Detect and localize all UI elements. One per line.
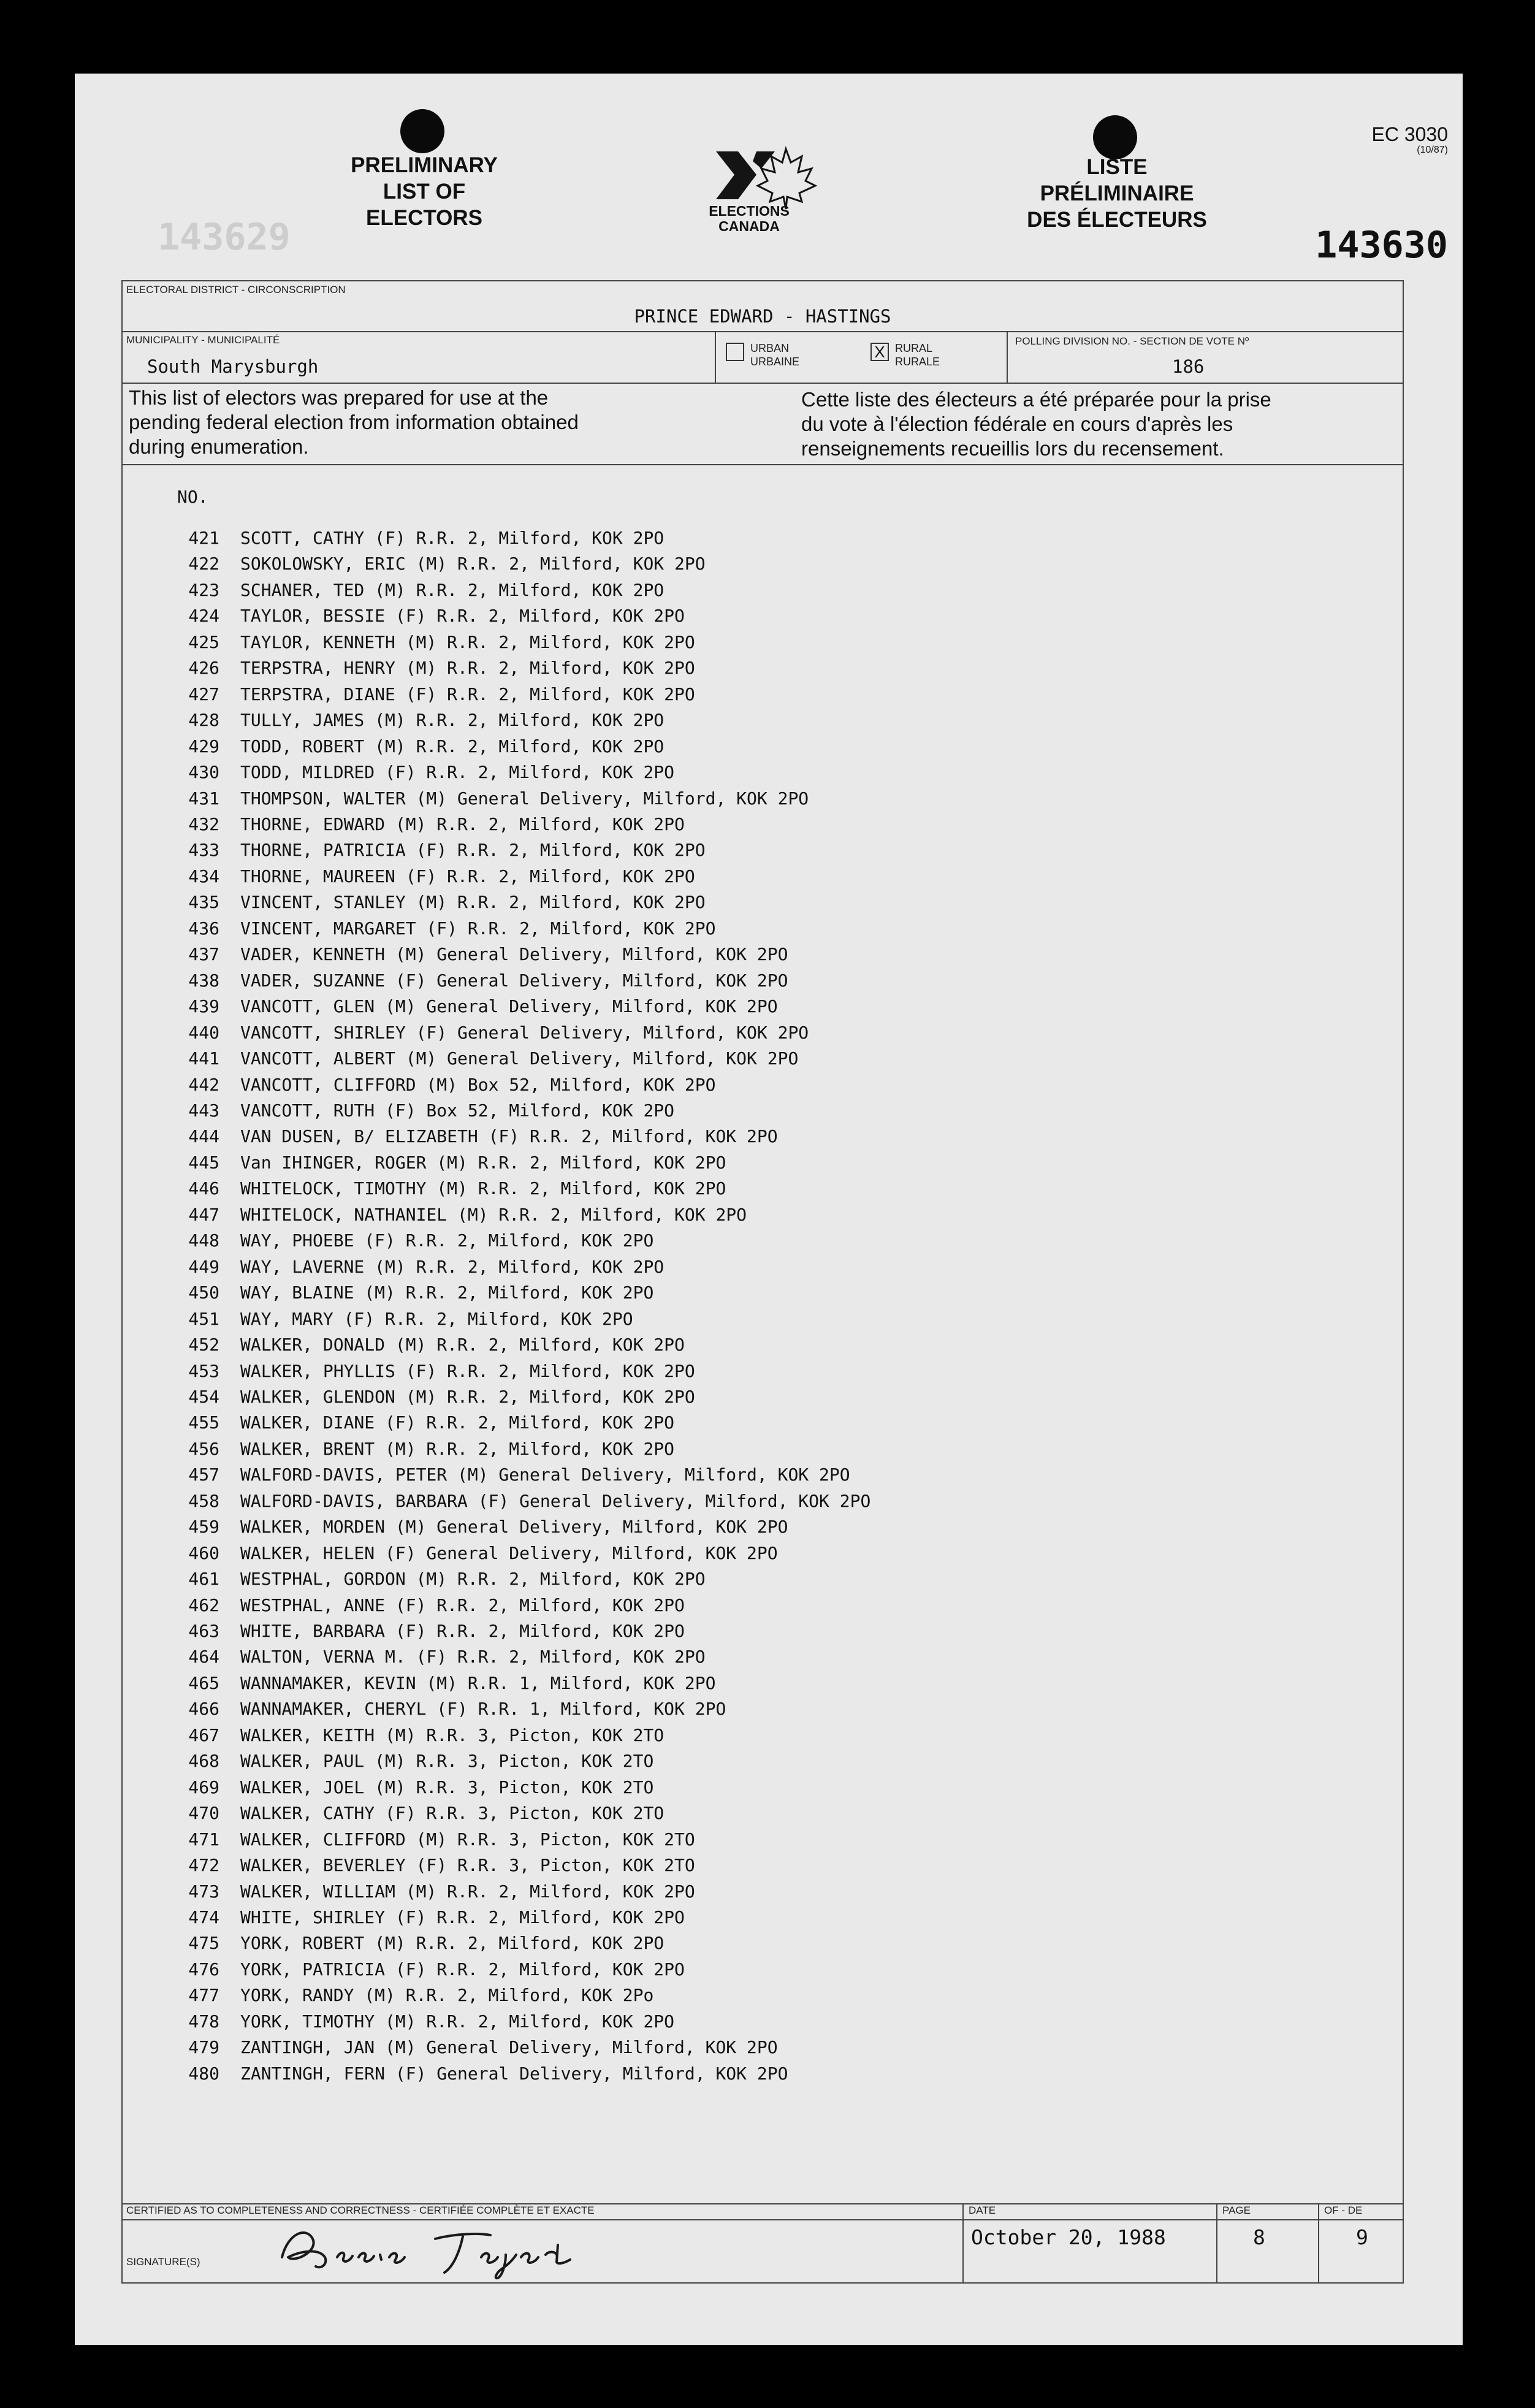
elector-entry: WALKER, GLENDON (M) R.R. 2, Milford, KOK 2PO (240, 1386, 695, 1407)
form-code-number: EC 3030 (1371, 123, 1448, 145)
divider (715, 331, 716, 383)
rural-checkbox[interactable]: X (870, 343, 889, 361)
elector-entry: WALKER, WILLIAM (M) R.R. 2, Milford, KOK 2PO (240, 1881, 695, 1902)
elector-entry: VANCOTT, ALBERT (M) General Delivery, Milford, KOK 2PO (240, 1048, 799, 1069)
elector-row (142, 1098, 1307, 1124)
divider (123, 464, 1403, 465)
notice-english-line: This list of electors was prepared for use at the (129, 386, 549, 409)
elector-row (142, 942, 1307, 967)
elector-row (142, 1332, 1307, 1358)
electors-form-frame (121, 280, 1404, 2220)
elector-number: 470 (188, 1803, 219, 1824)
elector-row (142, 1280, 1307, 1306)
elector-row (142, 1618, 1307, 1644)
elector-row (142, 1306, 1307, 1332)
elector-row (142, 1228, 1307, 1254)
title-french-line: PRÉLIMINAIRE (1040, 181, 1194, 205)
elector-row (142, 837, 1307, 863)
elector-entry: YORK, TIMOTHY (M) R.R. 2, Milford, KOK 2PO (240, 2011, 675, 2032)
elector-row (142, 1671, 1307, 1696)
elector-number: 435 (188, 892, 219, 913)
elector-entry: TULLY, JAMES (M) R.R. 2, Milford, KOK 2PO (240, 710, 665, 731)
notice-english-line: during enumeration. (129, 435, 309, 458)
logo-wordmark (688, 204, 810, 234)
elector-number: 437 (188, 944, 219, 965)
elector-entry: WALFORD-DAVIS, BARBARA (F) General Delivery, Milford, KOK 2PO (240, 1490, 871, 1511)
elector-entry: WALKER, HELEN (F) General Delivery, Milford, KOK 2PO (240, 1542, 778, 1563)
elector-entry: VANCOTT, RUTH (F) Box 52, Milford, KOK 2PO (240, 1100, 675, 1121)
elector-number: 461 (188, 1569, 219, 1590)
elector-row (142, 2009, 1307, 2035)
date-label: DATE (969, 2204, 996, 2216)
title-french-line: DES ÉLECTEURS (1027, 208, 1207, 232)
elector-row (142, 655, 1307, 681)
polling-division-label: POLLING DIVISION NO. - SECTION DE VOTE Nº (1015, 335, 1249, 347)
elector-row (142, 1358, 1307, 1384)
elector-row (142, 2061, 1307, 2087)
elector-number: 426 (188, 658, 219, 679)
elector-row (142, 630, 1307, 655)
elector-entry: WALKER, BEVERLEY (F) R.R. 3, Picton, KOK 2TO (240, 1855, 695, 1876)
elector-entry: WAY, BLAINE (M) R.R. 2, Milford, KOK 2PO (240, 1282, 654, 1303)
rural-label-line: RURAL (895, 342, 933, 354)
elector-row (142, 1800, 1307, 1826)
municipality-label: MUNICIPALITY - MUNICIPALITÉ (126, 334, 280, 346)
elector-number: 476 (188, 1959, 219, 1979)
elector-number: 459 (188, 1517, 219, 1537)
elector-row (142, 525, 1307, 551)
elector-row (142, 577, 1307, 603)
elector-entry: WESTPHAL, ANNE (F) R.R. 2, Milford, KOK 2PO (240, 1595, 685, 1615)
elector-row (142, 707, 1307, 733)
elector-row (142, 1853, 1307, 1878)
elector-entry: THORNE, EDWARD (M) R.R. 2, Milford, KOK 2PO (240, 813, 685, 834)
elector-number: 455 (188, 1412, 219, 1433)
rural-label (895, 341, 940, 368)
elector-entry: WANNAMAKER, KEVIN (M) R.R. 1, Milford, KOK 2PO (240, 1672, 716, 1693)
elector-number: 446 (188, 1178, 219, 1199)
of-label: OF - DE (1324, 2204, 1363, 2216)
urban-checkbox[interactable] (726, 343, 744, 361)
elector-row (142, 1072, 1307, 1098)
form-code (1313, 124, 1448, 156)
elector-row (142, 1593, 1307, 1618)
elector-entry: WALKER, MORDEN (M) General Delivery, Milford, KOK 2PO (240, 1517, 788, 1537)
elector-row (142, 1046, 1307, 1072)
divider (1216, 2203, 1217, 2282)
elector-number: 444 (188, 1126, 219, 1147)
title-french-line: LISTE (1086, 155, 1148, 179)
elector-entry: WALFORD-DAVIS, PETER (M) General Delivery, Milford, KOK 2PO (240, 1465, 850, 1485)
polling-division-value: 186 (1172, 356, 1205, 377)
elector-number: 439 (188, 996, 219, 1017)
notice-english (129, 386, 579, 459)
punch-hole (400, 109, 444, 153)
elector-number: 462 (188, 1595, 219, 1615)
urban-label-line: URBAN (750, 342, 790, 354)
elector-entry: YORK, RANDY (M) R.R. 2, Milford, KOK 2Po (240, 1985, 654, 2006)
elector-number: 433 (188, 840, 219, 861)
elector-entry: ZANTINGH, JAN (M) General Delivery, Milford, KOK 2PO (240, 2037, 778, 2058)
notice-french-line: Cette liste des électeurs a été préparée pour la prise (801, 388, 1271, 411)
elector-number: 436 (188, 918, 219, 939)
elector-number: 466 (188, 1699, 219, 1720)
page-label: PAGE (1222, 2204, 1251, 2216)
elector-entry: WAY, PHOEBE (F) R.R. 2, Milford, KOK 2PO (240, 1230, 654, 1251)
elector-row (142, 864, 1307, 890)
elector-number: 451 (188, 1308, 219, 1329)
elector-number: 434 (188, 866, 219, 886)
form-sheet (75, 74, 1463, 2345)
elector-number: 441 (188, 1048, 219, 1069)
elector-row (142, 1696, 1307, 1722)
elector-number: 430 (188, 762, 219, 783)
elector-row (142, 551, 1307, 577)
elector-entry: WALKER, KEITH (M) R.R. 3, Picton, KOK 2TO (240, 1724, 665, 1745)
elector-entry: WHITELOCK, NATHANIEL (M) R.R. 2, Milford, KOK 2PO (240, 1204, 747, 1225)
elector-entry: WALKER, CATHY (F) R.R. 3, Picton, KOK 2TO (240, 1803, 665, 1824)
elector-entry: Van IHINGER, ROGER (M) R.R. 2, Milford, KOK 2PO (240, 1152, 726, 1173)
elector-entry: WALKER, BRENT (M) R.R. 2, Milford, KOK 2PO (240, 1438, 675, 1459)
logo-wordmark-line: CANADA (718, 218, 780, 234)
elector-number: 477 (188, 1985, 219, 2006)
elector-number: 428 (188, 710, 219, 731)
elector-number: 422 (188, 554, 219, 574)
elector-entry: SOKOLOWSKY, ERIC (M) R.R. 2, Milford, KOK 2PO (240, 554, 706, 574)
elector-entry: WALKER, CLIFFORD (M) R.R. 3, Picton, KOK 2TO (240, 1829, 695, 1850)
elector-number: 429 (188, 736, 219, 756)
elector-entry: VADER, KENNETH (M) General Delivery, Milford, KOK 2PO (240, 944, 788, 965)
elector-number: 440 (188, 1022, 219, 1043)
urban-label-line: URBAINE (750, 356, 800, 368)
elector-entry: VADER, SUZANNE (F) General Delivery, Milford, KOK 2PO (240, 970, 788, 991)
elector-row (142, 968, 1307, 994)
elector-row (142, 1254, 1307, 1280)
elector-entry: WHITE, BARBARA (F) R.R. 2, Milford, KOK 2PO (240, 1621, 685, 1642)
district-label: ELECTORAL DISTRICT - CIRCONSCRIPTION (126, 284, 346, 295)
elector-number: 442 (188, 1074, 219, 1095)
elector-row (142, 1436, 1307, 1462)
district-value: PRINCE EDWARD - HASTINGS (634, 306, 891, 327)
elector-entry: WALKER, DONALD (M) R.R. 2, Milford, KOK 2PO (240, 1335, 685, 1355)
elector-entry: TERPSTRA, HENRY (M) R.R. 2, Milford, KOK 2PO (240, 658, 695, 679)
elector-number: 431 (188, 788, 219, 809)
elector-entry: VANCOTT, SHIRLEY (F) General Delivery, Milford, KOK 2PO (240, 1022, 809, 1043)
elector-row (142, 1566, 1307, 1592)
serial-number: 143630 (1315, 224, 1448, 267)
elector-entry: VAN DUSEN, B/ ELIZABETH (F) R.R. 2, Milford, KOK 2PO (240, 1126, 778, 1147)
title-english-line: PRELIMINARY (351, 153, 498, 177)
punch-hole (1093, 115, 1137, 159)
page-value: 8 (1253, 2225, 1265, 2249)
elector-number: 479 (188, 2037, 219, 2058)
elector-number: 456 (188, 1438, 219, 1459)
elector-entry: WALTON, VERNA M. (F) R.R. 2, Milford, KOK 2PO (240, 1647, 706, 1667)
elector-number: 447 (188, 1204, 219, 1225)
elector-number: 472 (188, 1855, 219, 1876)
elector-row (142, 1541, 1307, 1566)
elector-row (142, 1644, 1307, 1670)
elector-entry: WAY, LAVERNE (M) R.R. 2, Milford, KOK 2PO (240, 1256, 665, 1277)
elector-row (142, 1748, 1307, 1774)
elector-number: 480 (188, 2063, 219, 2084)
elector-number: 424 (188, 606, 219, 627)
divider (962, 2203, 964, 2282)
divider (1318, 2203, 1319, 2282)
elector-row (142, 916, 1307, 942)
elector-row (142, 1150, 1307, 1176)
signature-label: SIGNATURE(S) (126, 2256, 200, 2268)
elector-number: 448 (188, 1230, 219, 1251)
elector-number: 475 (188, 1933, 219, 1954)
elector-row (142, 1384, 1307, 1410)
elector-number: 449 (188, 1256, 219, 1277)
form-revision: (10/87) (1417, 145, 1448, 155)
elector-entry: THORNE, PATRICIA (F) R.R. 2, Milford, KOK 2PO (240, 840, 706, 861)
elector-row (142, 1983, 1307, 2008)
elector-number: 467 (188, 1724, 219, 1745)
elector-entry: WALKER, PHYLLIS (F) R.R. 2, Milford, KOK 2PO (240, 1360, 695, 1381)
elector-entry: TODD, ROBERT (M) R.R. 2, Milford, KOK 2PO (240, 736, 665, 756)
elector-number: 452 (188, 1335, 219, 1355)
elector-number: 478 (188, 2011, 219, 2032)
notice-french (801, 387, 1271, 461)
elector-entry: SCHANER, TED (M) R.R. 2, Milford, KOK 2PO (240, 579, 665, 600)
divider (123, 383, 1403, 384)
elector-number: 445 (188, 1152, 219, 1173)
notice-english-line: pending federal election from information obtained (129, 411, 579, 433)
elector-entry: THOMPSON, WALTER (M) General Delivery, Milford, KOK 2PO (240, 788, 809, 809)
divider (1007, 331, 1008, 383)
elector-row (142, 1124, 1307, 1149)
of-value: 9 (1356, 2225, 1368, 2249)
elector-row (142, 786, 1307, 812)
logo-wordmark-line: ELECTIONS (709, 203, 790, 219)
notice-french-line: renseignements recueillis lors du recensement. (801, 437, 1224, 460)
elector-number: 421 (188, 528, 219, 548)
title-english-line: ELECTORS (366, 206, 482, 230)
elector-number: 463 (188, 1621, 219, 1642)
elector-row (142, 1488, 1307, 1514)
elector-number: 425 (188, 631, 219, 652)
elector-entry: THORNE, MAUREEN (F) R.R. 2, Milford, KOK 2PO (240, 866, 695, 886)
elector-entry: WALKER, PAUL (M) R.R. 3, Picton, KOK 2TO (240, 1751, 654, 1772)
elector-entry: WANNAMAKER, CHERYL (F) R.R. 1, Milford, KOK 2PO (240, 1699, 726, 1720)
elector-row (142, 1410, 1307, 1436)
signature-image (270, 2214, 613, 2282)
urban-label (750, 341, 799, 368)
municipality-value: South Marysburgh (147, 356, 319, 377)
elector-row (142, 760, 1307, 785)
notice-french-line: du vote à l'élection fédérale en cours d'après les (801, 413, 1233, 435)
elector-row (142, 1879, 1307, 1905)
elector-number: 469 (188, 1777, 219, 1797)
elector-entry: VANCOTT, CLIFFORD (M) Box 52, Milford, KOK 2PO (240, 1074, 716, 1095)
elector-row (142, 812, 1307, 837)
elector-row (142, 734, 1307, 760)
elector-number: 460 (188, 1542, 219, 1563)
elector-entry: YORK, PATRICIA (F) R.R. 2, Milford, KOK 2PO (240, 1959, 685, 1979)
elector-row (142, 2035, 1307, 2060)
elector-row (142, 1020, 1307, 1046)
elector-row (142, 1723, 1307, 1748)
elector-entry: VINCENT, STANLEY (M) R.R. 2, Milford, KOK 2PO (240, 892, 706, 913)
date-value: October 20, 1988 (971, 2225, 1166, 2249)
elector-row (142, 603, 1307, 629)
elector-entry: TODD, MILDRED (F) R.R. 2, Milford, KOK 2PO (240, 762, 675, 783)
divider (123, 331, 1403, 332)
rural-label-line: RURALE (895, 356, 940, 368)
elector-number: 457 (188, 1465, 219, 1485)
elector-entry: YORK, ROBERT (M) R.R. 2, Milford, KOK 2PO (240, 1933, 665, 1954)
elector-number: 474 (188, 1907, 219, 1928)
elector-number: 432 (188, 813, 219, 834)
elector-number: 458 (188, 1490, 219, 1511)
elector-entry: WAY, MARY (F) R.R. 2, Milford, KOK 2PO (240, 1308, 633, 1329)
elector-row (142, 1462, 1307, 1488)
elector-entry: WALKER, DIANE (F) R.R. 2, Milford, KOK 2PO (240, 1412, 675, 1433)
elector-row (142, 994, 1307, 1019)
elector-number: 427 (188, 684, 219, 704)
elector-row (142, 1176, 1307, 1202)
elector-number: 465 (188, 1672, 219, 1693)
elector-entry: TAYLOR, KENNETH (M) R.R. 2, Milford, KOK 2PO (240, 631, 695, 652)
title-french (982, 154, 1252, 233)
elector-entry: TAYLOR, BESSIE (F) R.R. 2, Milford, KOK 2PO (240, 606, 685, 627)
certification-block (121, 2203, 1404, 2284)
elector-row (142, 1775, 1307, 1800)
elector-entry: WHITE, SHIRLEY (F) R.R. 2, Milford, KOK 2PO (240, 1907, 685, 1928)
elector-entry: TERPSTRA, DIANE (F) R.R. 2, Milford, KOK 2PO (240, 684, 695, 704)
elector-number: 438 (188, 970, 219, 991)
elector-entry: SCOTT, CATHY (F) R.R. 2, Milford, KOK 2PO (240, 528, 665, 548)
elector-row (142, 1930, 1307, 1956)
elector-entry: VANCOTT, GLEN (M) General Delivery, Milford, KOK 2PO (240, 996, 778, 1017)
elector-number: 423 (188, 579, 219, 600)
elector-entry: WESTPHAL, GORDON (M) R.R. 2, Milford, KOK 2PO (240, 1569, 706, 1590)
elector-row (142, 1905, 1307, 1930)
certified-label: CERTIFIED AS TO COMPLETENESS AND CORRECTNESS - CERTIFIÉE COMPLÈTE ET EXACTE (126, 2204, 595, 2216)
elector-number: 468 (188, 1751, 219, 1772)
elector-entry: WALKER, JOEL (M) R.R. 3, Picton, KOK 2TO (240, 1777, 654, 1797)
elector-row (142, 1827, 1307, 1853)
elector-row (142, 1514, 1307, 1540)
elector-entry: VINCENT, MARGARET (F) R.R. 2, Milford, KOK 2PO (240, 918, 716, 939)
elector-entry: WHITELOCK, TIMOTHY (M) R.R. 2, Milford, KOK 2PO (240, 1178, 726, 1199)
elector-number: 471 (188, 1829, 219, 1850)
elector-number: 473 (188, 1881, 219, 1902)
elector-number: 454 (188, 1386, 219, 1407)
number-column-header: NO. (177, 487, 208, 507)
elector-number: 450 (188, 1282, 219, 1303)
elector-entry: ZANTINGH, FERN (F) General Delivery, Milford, KOK 2PO (240, 2063, 788, 2084)
elector-number: 464 (188, 1647, 219, 1667)
elector-row (142, 1202, 1307, 1228)
elector-list (142, 525, 1307, 2087)
elector-number: 453 (188, 1360, 219, 1381)
title-english-line: LIST OF (383, 180, 466, 204)
elector-row (142, 1957, 1307, 1983)
elector-number: 443 (188, 1100, 219, 1121)
elector-row (142, 682, 1307, 707)
bleed-through-serial: 143629 (158, 216, 291, 259)
elector-row (142, 890, 1307, 915)
